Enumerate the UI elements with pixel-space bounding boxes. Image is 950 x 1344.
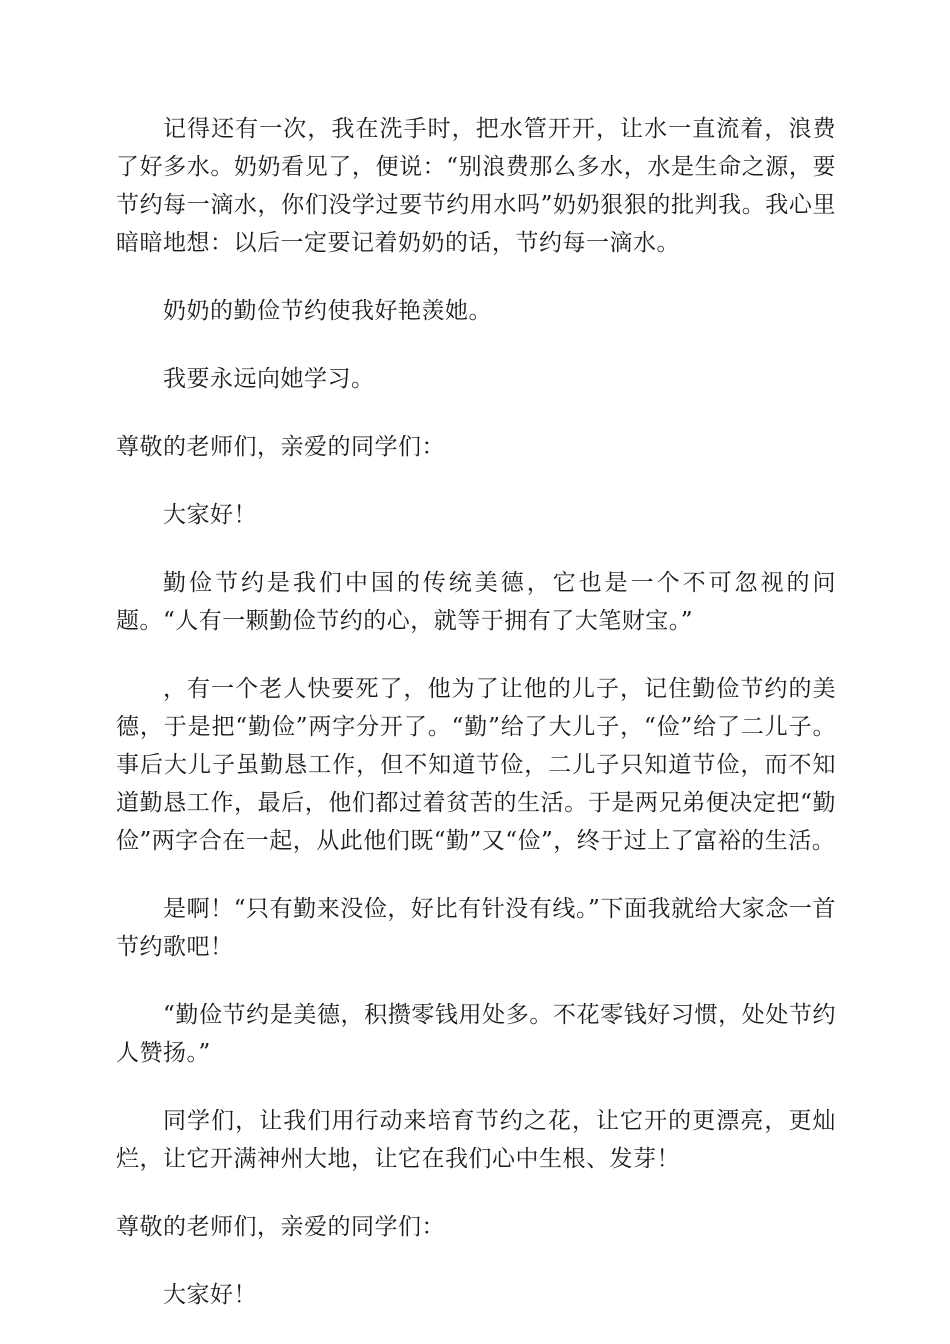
paragraph-call-to-action: 同学们，让我们用行动来培育节约之花，让它开的更漂亮，更灿烂，让它开满神州大地，让它在我们心中生根、发芽！ (116, 1108, 836, 1172)
paragraph-admire-grandma: 奶奶的勤俭节约使我好艳羡她。 (163, 298, 492, 324)
paragraph-thrift-song: “勤俭节约是美德，积攒零钱用处多。不花零钱好习惯，处处节约人赞扬。” (116, 1002, 836, 1066)
paragraph-learn-from-her: 我要永远向她学习。 (163, 366, 375, 392)
paragraph-thrift-virtue: 勤俭节约是我们中国的传统美德，它也是一个不可忽视的问题。“人有一颗勤俭节约的心，就等于拥有了大笔财宝。” (116, 570, 836, 634)
paragraph-old-man-story: ，有一个老人快要死了，他为了让他的儿子，记住勤俭节约的美德，于是把“勤俭”两字分开了。“勤”给了大儿子，“俭”给了二儿子。事后大儿子虽勤恳工作，但不知道节俭，二儿子只知道节俭，而不知道勤恳工作，最后，他们都过着贫苦的生活。于是两兄弟便决定把“勤俭”两字合在一起，从此他们既“勤”又“俭”，终于过上了富裕的生活。 (116, 676, 836, 854)
greeting-second: 大家好！ (163, 1282, 257, 1308)
document-body (116, 110, 836, 1314)
salutation: 尊敬的老师们，亲爱的同学们： (116, 434, 445, 460)
paragraph-song-intro: 是啊！“只有勤来没俭，好比有针没有线。”下面我就给大家念一首节约歌吧！ (116, 896, 836, 960)
greeting: 大家好！ (163, 502, 257, 528)
salutation-second: 尊敬的老师们，亲爱的同学们： (116, 1214, 445, 1240)
paragraph-water-story: 记得还有一次，我在洗手时，把水管开开，让水一直流着，浪费了好多水。奶奶看见了，便说：“别浪费那么多水，水是生命之源，要节约每一滴水，你们没学过要节约用水吗”奶奶狠狠的批判我。我心里暗暗地想：以后一定要记着奶奶的话，节约每一滴水。 (116, 116, 836, 256)
